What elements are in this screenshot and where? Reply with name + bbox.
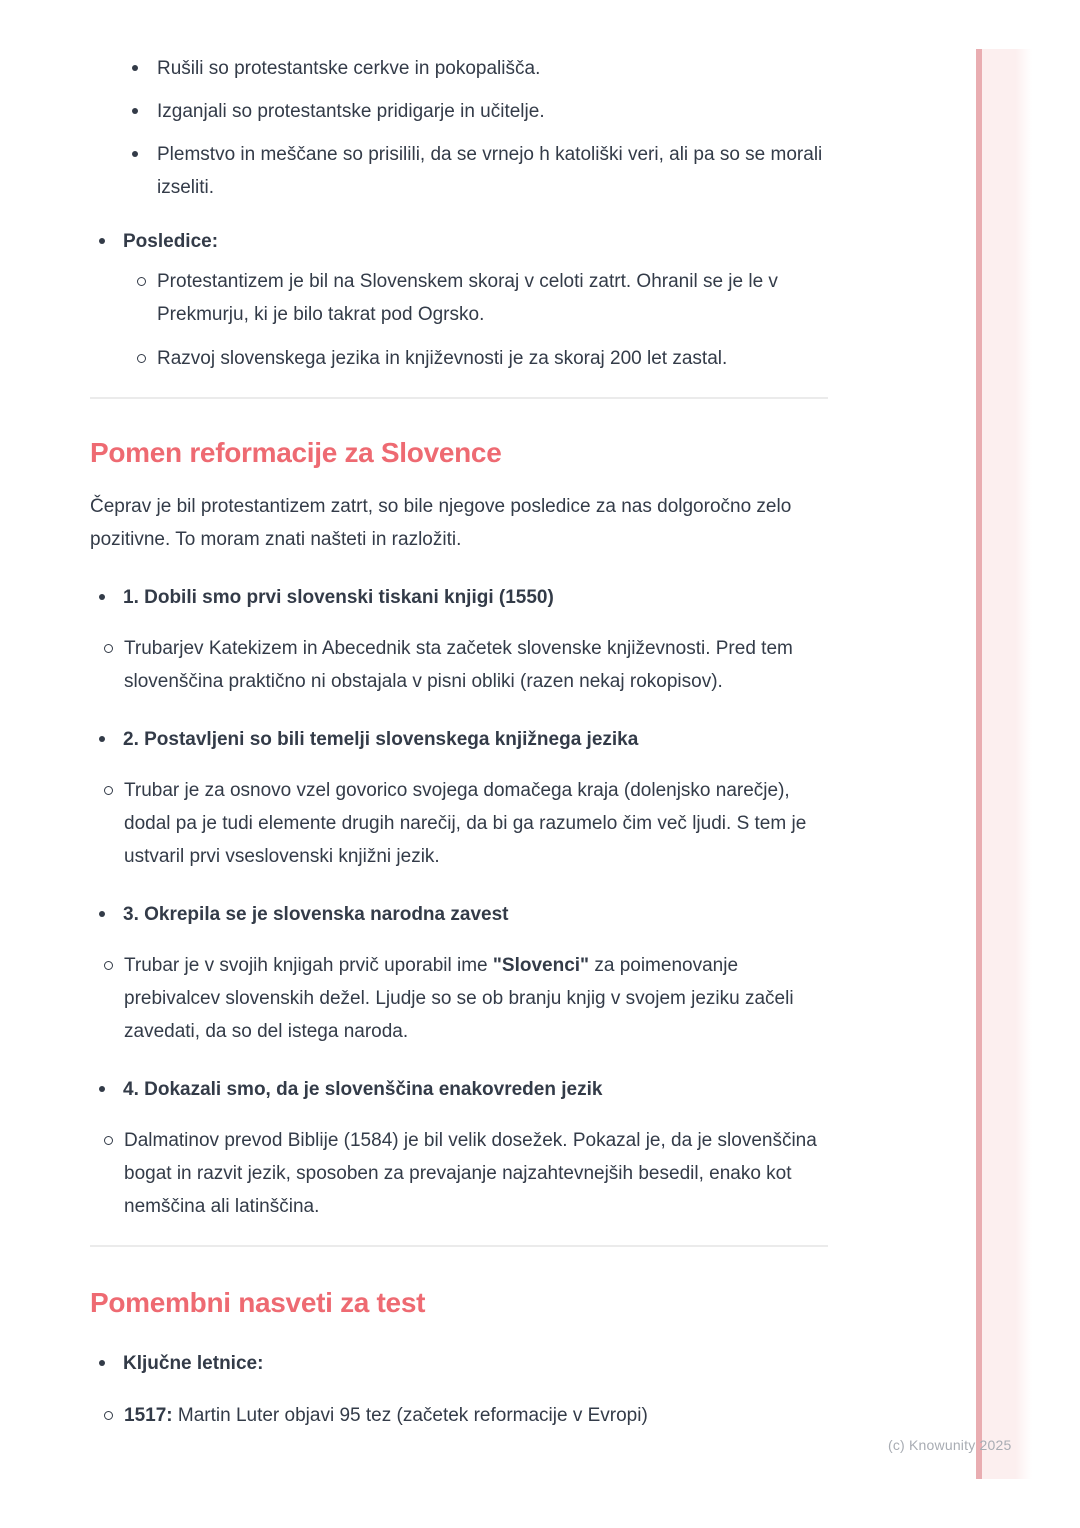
point-detail-text: Trubarjev Katekizem in Abecednik sta začetek slovenske književnosti. Pred tem slovenščina praktično ni obstajala v pisni obliki (razen nekaj rokopisov). bbox=[124, 638, 793, 692]
list-item-text: Rušili so protestantske cerkve in pokopališča. bbox=[157, 58, 541, 79]
point-detail-text: Trubar je za osnovo vzel govorico svojega domačega kraja (dolenjsko narečje), dodal pa je tudi elemente drugih narečij, da bi ga razumelo čim več ljudi. S tem je ustvaril prvi vseslovenski knjižni jezik. bbox=[124, 780, 807, 867]
point-equal-language bbox=[90, 1073, 838, 1223]
accent-stripe bbox=[976, 49, 982, 1479]
consequences-block bbox=[90, 225, 838, 375]
circle-bullet-icon bbox=[104, 786, 113, 795]
circle-bullet-icon bbox=[104, 961, 113, 970]
list-item bbox=[123, 342, 838, 375]
bullet-icon bbox=[99, 736, 105, 742]
detail-text-before: Trubar je v svojih knjigah prvič uporabil ime bbox=[124, 955, 493, 976]
bullet-icon bbox=[99, 238, 105, 244]
key-dates-label: Ključne letnice: bbox=[123, 1353, 264, 1374]
list-item-text: Protestantizem je bil na Slovenskem skoraj v celoti zatrt. Ohranil se je le v Prekmurju, ki je bilo takrat pod Ogrsko. bbox=[157, 271, 778, 325]
list-item bbox=[90, 774, 838, 873]
point-heading-row bbox=[90, 723, 838, 756]
key-date-text bbox=[124, 1405, 648, 1426]
point-heading: 1. Dobili smo prvi slovenski tiskani knjigi (1550) bbox=[123, 587, 554, 608]
list-item-text: Izganjali so protestantske pridigarje in učitelje. bbox=[157, 101, 545, 122]
point-literary-language bbox=[90, 723, 838, 873]
list-item bbox=[90, 1124, 838, 1223]
countermeasures-list bbox=[90, 52, 838, 204]
list-item bbox=[90, 1399, 838, 1432]
page-edge-accent-bar bbox=[976, 49, 1032, 1479]
bullet-icon bbox=[99, 594, 105, 600]
point-first-books bbox=[90, 581, 838, 698]
circle-bullet-icon bbox=[104, 644, 113, 653]
circle-bullet-icon bbox=[137, 277, 146, 286]
list-item bbox=[90, 632, 838, 698]
key-date-event: Martin Luter objavi 95 tez (začetek reformacije v Evropi) bbox=[172, 1405, 648, 1426]
point-detail-text bbox=[124, 955, 794, 1042]
point-detail-list bbox=[90, 774, 838, 873]
list-item bbox=[90, 949, 838, 1048]
section-divider bbox=[90, 1245, 828, 1247]
copyright-watermark: (c) Knowunity 2025 bbox=[888, 1437, 1012, 1453]
point-heading: 3. Okrepila se je slovenska narodna zavest bbox=[123, 904, 509, 925]
consequences-label: Posledice: bbox=[123, 231, 219, 252]
detail-text-bold: "Slovenci" bbox=[492, 955, 590, 976]
circle-bullet-icon bbox=[104, 1136, 113, 1145]
bullet-icon bbox=[99, 1360, 105, 1366]
point-heading-row bbox=[90, 1073, 838, 1106]
key-date-year: 1517: bbox=[124, 1405, 173, 1426]
point-national-consciousness bbox=[90, 898, 838, 1048]
list-item bbox=[90, 225, 838, 375]
bullet-icon bbox=[132, 151, 138, 157]
bullet-icon bbox=[99, 911, 105, 917]
list-item-text: Razvoj slovenskega jezika in književnosti je za skoraj 200 let zastal. bbox=[157, 348, 728, 369]
list-item bbox=[90, 95, 838, 128]
bullet-icon bbox=[132, 65, 138, 71]
note-content bbox=[90, 52, 838, 1432]
list-item bbox=[123, 265, 838, 331]
circle-bullet-icon bbox=[137, 354, 146, 363]
point-heading: 2. Postavljeni so bili temelji slovenskega knjižnega jezika bbox=[123, 729, 639, 750]
circle-bullet-icon bbox=[104, 1411, 113, 1420]
list-item bbox=[90, 52, 838, 85]
point-detail-text: Dalmatinov prevod Biblije (1584) je bil velik dosežek. Pokazal je, da je slovenščina bogat in razvit jezik, sposoben za prevajanje najzahtevnejših besedil, enako kot nemščina ali latinščina. bbox=[124, 1130, 817, 1217]
key-dates-row bbox=[90, 1347, 838, 1380]
bullet-icon bbox=[99, 1086, 105, 1092]
list-item bbox=[90, 138, 838, 204]
list-item-text: Plemstvo in meščane so prisilili, da se vrnejo h katoliški veri, ali pa so se morali izseliti. bbox=[157, 144, 823, 198]
point-detail-list bbox=[90, 949, 838, 1048]
point-detail-list bbox=[90, 1124, 838, 1223]
point-heading-row bbox=[90, 581, 838, 614]
point-heading-row bbox=[90, 898, 838, 931]
bullet-icon bbox=[132, 108, 138, 114]
section-title-reformation-importance: Pomen reformacije za Slovence bbox=[90, 437, 502, 468]
section-intro-paragraph: Čeprav je bil protestantizem zatrt, so bile njegove posledice za nas dolgoročno zelo pozitivne. To moram znati našteti in razložiti. bbox=[90, 496, 792, 550]
detail-text-after: za poimenovanje prebivalcev slovenskih dežel. Ljudje so se ob branju knjig v svojem jeziku začeli zavedati, da so del istega naroda. bbox=[124, 955, 794, 1042]
section-divider bbox=[90, 397, 828, 399]
key-dates-list bbox=[90, 1399, 838, 1432]
point-heading: 4. Dokazali smo, da je slovenščina enakovreden jezik bbox=[123, 1079, 603, 1100]
consequences-sublist bbox=[123, 265, 838, 375]
section-title-test-tips: Pomembni nasveti za test bbox=[90, 1287, 426, 1318]
point-detail-list bbox=[90, 632, 838, 698]
